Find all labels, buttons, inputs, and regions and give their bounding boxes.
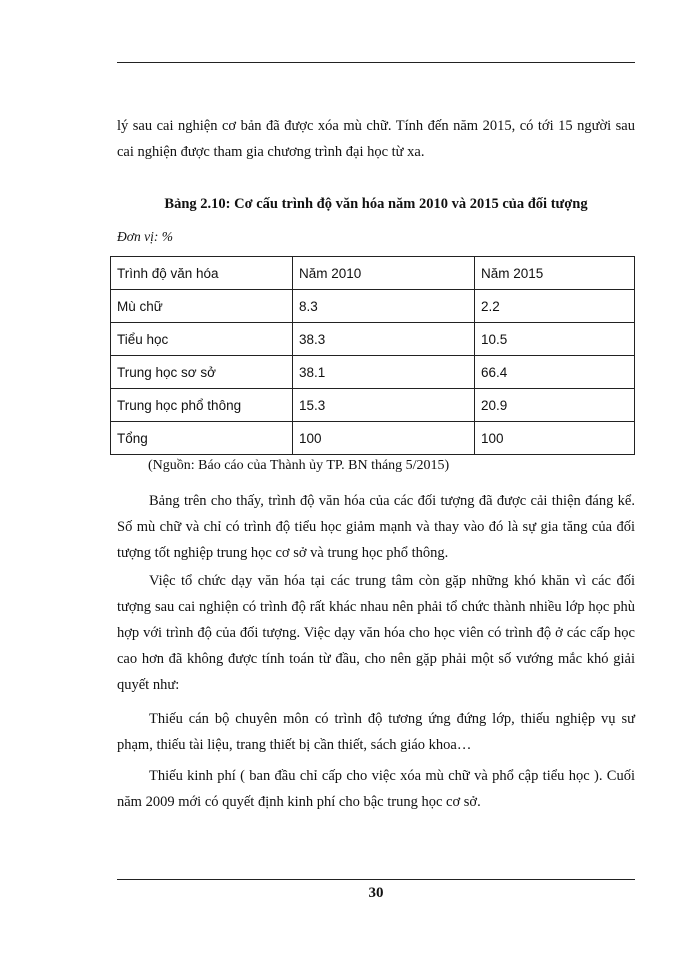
row-label: Mù chữ [111,290,293,323]
intro-paragraph: lý sau cai nghiện cơ bản đã được xóa mù chữ. Tính đến năm 2015, có tới 15 người sau cai nghiện được tham gia chương trình đại học từ xa. [117,118,635,160]
header-cell-2015: Năm 2015 [475,257,635,290]
row-value-2015: 100 [475,422,635,455]
row-value-2010: 8.3 [293,290,475,323]
page-number: 30 [368,885,384,901]
row-label: Trung học sơ sở [111,356,293,389]
header-rule [117,62,635,63]
body-paragraph: Việc tổ chức dạy văn hóa tại các trung tâm còn gặp những khó khăn vì các đối tượng sau cai nghiện có trình độ rất khác nhau nên phải tổ chức thành nhiều lớp học phù hợp với trình độ của đối tượng. Việc dạy văn hóa cho học viên có trình độ ở các cấp học cao hơn đã không được tính toán từ đầu, cho nên gặp phải một số vướng mắc khó giải quyết như: [117,573,635,693]
body-paragraph: Thiếu cán bộ chuyên môn có trình độ tương ứng đứng lớp, thiếu nghiệp vụ sư phạm, thiếu tài liệu, trang thiết bị cần thiết, sách giáo khoa… [117,711,635,753]
row-label: Trung học phổ thông [111,389,293,422]
education-level-table [110,256,635,455]
body-paragraph: Bảng trên cho thấy, trình độ văn hóa của các đối tượng đã được cải thiện đáng kể. Số mù chữ và chỉ có trình độ tiểu học giảm mạnh và thay vào đó là sự gia tăng của đối tượng tốt nghiệp trung học cơ sở và trung học phổ thông. [117,493,635,561]
row-value-2015: 10.5 [475,323,635,356]
table-row [111,422,635,455]
row-value-2015: 20.9 [475,389,635,422]
footer-rule [117,879,635,880]
row-label: Tổng [111,422,293,455]
row-value-2015: 66.4 [475,356,635,389]
body-paragraph: Thiếu kinh phí ( ban đầu chỉ cấp cho việc xóa mù chữ và phổ cập tiểu học ). Cuối năm 2009 mới có quyết định kinh phí cho bậc trung học cơ sở. [117,768,635,810]
table-row [111,389,635,422]
header-cell-level: Trình độ văn hóa [111,257,293,290]
row-label: Tiểu học [111,323,293,356]
table-row [111,323,635,356]
table-row [111,356,635,389]
source-note: (Nguồn: Báo cáo của Thành ủy TP. BN tháng 5/2015) [148,458,450,473]
row-value-2010: 15.3 [293,389,475,422]
table-caption: Bảng 2.10: Cơ cấu trình độ văn hóa năm 2010 và 2015 của đối tượng [164,196,588,212]
row-value-2010: 38.3 [293,323,475,356]
row-value-2010: 100 [293,422,475,455]
row-value-2010: 38.1 [293,356,475,389]
unit-label: Đơn vị: % [117,229,173,244]
row-value-2015: 2.2 [475,290,635,323]
table-header-row [111,257,635,290]
table-row [111,290,635,323]
header-cell-2010: Năm 2010 [293,257,475,290]
